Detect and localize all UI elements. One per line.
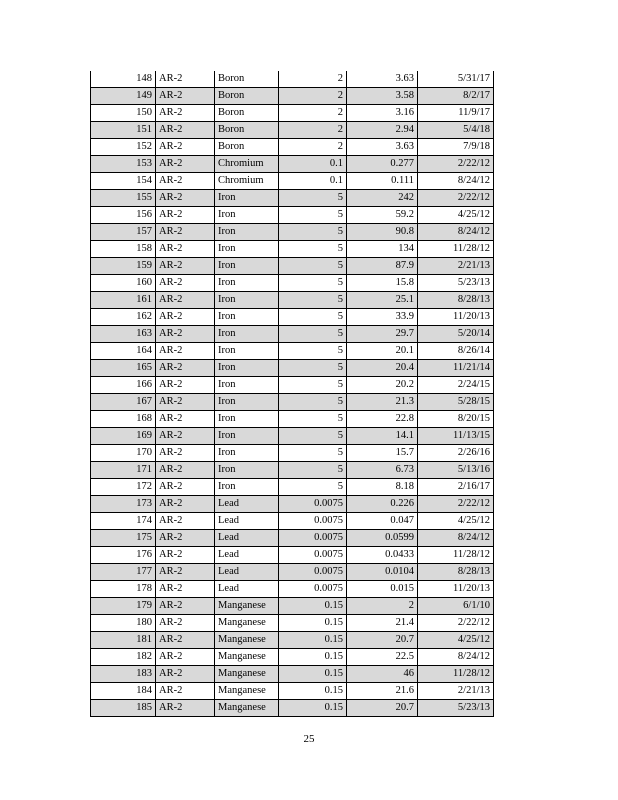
row-number: 175 — [91, 530, 156, 547]
row-number: 176 — [91, 547, 156, 564]
parameter-name: Lead — [215, 513, 279, 530]
table-row — [91, 309, 494, 326]
parameter-name: Boron — [215, 88, 279, 105]
result-value: 0.277 — [347, 156, 418, 173]
row-number: 148 — [91, 71, 156, 88]
limit-value: 5 — [279, 462, 347, 479]
sample-date: 8/24/12 — [418, 649, 494, 666]
row-number: 160 — [91, 275, 156, 292]
result-value: 15.8 — [347, 275, 418, 292]
table-row — [91, 683, 494, 700]
table-row — [91, 513, 494, 530]
limit-value: 2 — [279, 105, 347, 122]
limit-value: 0.15 — [279, 632, 347, 649]
sample-date: 11/28/12 — [418, 241, 494, 258]
sample-date: 11/13/15 — [418, 428, 494, 445]
limit-value: 0.0075 — [279, 581, 347, 598]
result-value: 8.18 — [347, 479, 418, 496]
table-row — [91, 615, 494, 632]
site-id: AR-2 — [156, 479, 215, 496]
result-value: 21.4 — [347, 615, 418, 632]
table-row — [91, 445, 494, 462]
limit-value: 0.0075 — [279, 530, 347, 547]
table-row — [91, 122, 494, 139]
result-value: 22.8 — [347, 411, 418, 428]
row-number: 180 — [91, 615, 156, 632]
sample-date: 4/25/12 — [418, 513, 494, 530]
parameter-name: Iron — [215, 292, 279, 309]
result-value: 21.6 — [347, 683, 418, 700]
site-id: AR-2 — [156, 564, 215, 581]
site-id: AR-2 — [156, 224, 215, 241]
sample-date: 8/20/15 — [418, 411, 494, 428]
sample-date: 2/24/15 — [418, 377, 494, 394]
limit-value: 0.15 — [279, 615, 347, 632]
sample-date: 4/25/12 — [418, 207, 494, 224]
site-id: AR-2 — [156, 649, 215, 666]
site-id: AR-2 — [156, 445, 215, 462]
sample-date: 5/4/18 — [418, 122, 494, 139]
row-number: 183 — [91, 666, 156, 683]
site-id: AR-2 — [156, 683, 215, 700]
parameter-name: Iron — [215, 377, 279, 394]
result-value: 0.226 — [347, 496, 418, 513]
table-row — [91, 700, 494, 717]
table-row — [91, 377, 494, 394]
parameter-name: Manganese — [215, 683, 279, 700]
limit-value: 5 — [279, 343, 347, 360]
table-row — [91, 190, 494, 207]
site-id: AR-2 — [156, 496, 215, 513]
row-number: 161 — [91, 292, 156, 309]
sample-date: 6/1/10 — [418, 598, 494, 615]
limit-value: 0.1 — [279, 173, 347, 190]
row-number: 178 — [91, 581, 156, 598]
site-id: AR-2 — [156, 275, 215, 292]
table-row — [91, 156, 494, 173]
table-row — [91, 649, 494, 666]
row-number: 158 — [91, 241, 156, 258]
sample-date: 11/28/12 — [418, 547, 494, 564]
result-value: 14.1 — [347, 428, 418, 445]
row-number: 154 — [91, 173, 156, 190]
limit-value: 0.1 — [279, 156, 347, 173]
result-value: 0.015 — [347, 581, 418, 598]
parameter-name: Lead — [215, 581, 279, 598]
table-body — [91, 71, 494, 717]
site-id: AR-2 — [156, 122, 215, 139]
result-value: 87.9 — [347, 258, 418, 275]
row-number: 155 — [91, 190, 156, 207]
table-row — [91, 479, 494, 496]
result-value: 0.0104 — [347, 564, 418, 581]
site-id: AR-2 — [156, 139, 215, 156]
limit-value: 2 — [279, 88, 347, 105]
result-value: 46 — [347, 666, 418, 683]
sample-date: 5/20/14 — [418, 326, 494, 343]
parameter-name: Boron — [215, 122, 279, 139]
table-row — [91, 71, 494, 88]
parameter-name: Lead — [215, 496, 279, 513]
sample-date: 2/22/12 — [418, 496, 494, 513]
sample-date: 2/26/16 — [418, 445, 494, 462]
limit-value: 2 — [279, 122, 347, 139]
result-value: 0.047 — [347, 513, 418, 530]
row-number: 156 — [91, 207, 156, 224]
row-number: 181 — [91, 632, 156, 649]
site-id: AR-2 — [156, 700, 215, 717]
sample-date: 5/28/15 — [418, 394, 494, 411]
row-number: 172 — [91, 479, 156, 496]
sample-date: 11/20/13 — [418, 309, 494, 326]
parameter-name: Iron — [215, 360, 279, 377]
table-row — [91, 224, 494, 241]
table-row — [91, 343, 494, 360]
parameter-name: Manganese — [215, 666, 279, 683]
table-row — [91, 666, 494, 683]
site-id: AR-2 — [156, 343, 215, 360]
parameter-name: Iron — [215, 326, 279, 343]
parameter-name: Boron — [215, 105, 279, 122]
limit-value: 5 — [279, 309, 347, 326]
table-row — [91, 547, 494, 564]
result-value: 134 — [347, 241, 418, 258]
sample-date: 11/28/12 — [418, 666, 494, 683]
site-id: AR-2 — [156, 173, 215, 190]
table-row — [91, 173, 494, 190]
row-number: 166 — [91, 377, 156, 394]
parameter-name: Iron — [215, 258, 279, 275]
limit-value: 0.15 — [279, 683, 347, 700]
site-id: AR-2 — [156, 598, 215, 615]
row-number: 165 — [91, 360, 156, 377]
result-value: 21.3 — [347, 394, 418, 411]
parameter-name: Iron — [215, 309, 279, 326]
parameter-name: Iron — [215, 394, 279, 411]
parameter-name: Lead — [215, 547, 279, 564]
limit-value: 0.0075 — [279, 564, 347, 581]
row-number: 173 — [91, 496, 156, 513]
result-value: 2.94 — [347, 122, 418, 139]
parameter-name: Manganese — [215, 649, 279, 666]
table-row — [91, 598, 494, 615]
result-value: 33.9 — [347, 309, 418, 326]
row-number: 179 — [91, 598, 156, 615]
table-row — [91, 88, 494, 105]
sample-date: 2/22/12 — [418, 190, 494, 207]
parameter-name: Boron — [215, 71, 279, 88]
result-value: 3.16 — [347, 105, 418, 122]
sample-date: 11/20/13 — [418, 581, 494, 598]
site-id: AR-2 — [156, 615, 215, 632]
parameter-name: Iron — [215, 445, 279, 462]
table-row — [91, 632, 494, 649]
result-value: 3.63 — [347, 139, 418, 156]
sample-date: 4/25/12 — [418, 632, 494, 649]
result-value: 90.8 — [347, 224, 418, 241]
parameter-name: Chromium — [215, 173, 279, 190]
site-id: AR-2 — [156, 377, 215, 394]
data-table — [90, 71, 494, 717]
parameter-name: Iron — [215, 428, 279, 445]
table-row — [91, 326, 494, 343]
sample-date: 2/22/12 — [418, 615, 494, 632]
row-number: 185 — [91, 700, 156, 717]
row-number: 182 — [91, 649, 156, 666]
row-number: 177 — [91, 564, 156, 581]
limit-value: 5 — [279, 445, 347, 462]
row-number: 152 — [91, 139, 156, 156]
table-row — [91, 139, 494, 156]
result-value: 22.5 — [347, 649, 418, 666]
site-id: AR-2 — [156, 666, 215, 683]
site-id: AR-2 — [156, 411, 215, 428]
row-number: 167 — [91, 394, 156, 411]
limit-value: 0.15 — [279, 700, 347, 717]
row-number: 151 — [91, 122, 156, 139]
parameter-name: Iron — [215, 207, 279, 224]
limit-value: 0.15 — [279, 666, 347, 683]
row-number: 157 — [91, 224, 156, 241]
table-row — [91, 564, 494, 581]
limit-value: 5 — [279, 275, 347, 292]
parameter-name: Chromium — [215, 156, 279, 173]
limit-value: 5 — [279, 292, 347, 309]
result-value: 15.7 — [347, 445, 418, 462]
table-row — [91, 496, 494, 513]
row-number: 162 — [91, 309, 156, 326]
result-value: 20.7 — [347, 700, 418, 717]
sample-date: 8/26/14 — [418, 343, 494, 360]
site-id: AR-2 — [156, 190, 215, 207]
site-id: AR-2 — [156, 241, 215, 258]
site-id: AR-2 — [156, 105, 215, 122]
table-row — [91, 105, 494, 122]
sample-date: 2/22/12 — [418, 156, 494, 173]
table-row — [91, 428, 494, 445]
row-number: 164 — [91, 343, 156, 360]
row-number: 153 — [91, 156, 156, 173]
site-id: AR-2 — [156, 360, 215, 377]
site-id: AR-2 — [156, 513, 215, 530]
parameter-name: Iron — [215, 224, 279, 241]
parameter-name: Boron — [215, 139, 279, 156]
table-row — [91, 241, 494, 258]
table-row — [91, 581, 494, 598]
sample-date: 11/9/17 — [418, 105, 494, 122]
row-number: 159 — [91, 258, 156, 275]
parameter-name: Lead — [215, 564, 279, 581]
limit-value: 5 — [279, 411, 347, 428]
site-id: AR-2 — [156, 581, 215, 598]
sample-date: 2/16/17 — [418, 479, 494, 496]
result-value: 0.111 — [347, 173, 418, 190]
parameter-name: Iron — [215, 241, 279, 258]
row-number: 168 — [91, 411, 156, 428]
row-number: 171 — [91, 462, 156, 479]
site-id: AR-2 — [156, 462, 215, 479]
parameter-name: Manganese — [215, 598, 279, 615]
result-value: 25.1 — [347, 292, 418, 309]
limit-value: 2 — [279, 71, 347, 88]
parameter-name: Iron — [215, 275, 279, 292]
table-row — [91, 207, 494, 224]
data-table-container — [90, 71, 494, 717]
site-id: AR-2 — [156, 632, 215, 649]
parameter-name: Iron — [215, 411, 279, 428]
sample-date: 5/23/13 — [418, 700, 494, 717]
result-value: 59.2 — [347, 207, 418, 224]
row-number: 170 — [91, 445, 156, 462]
result-value: 242 — [347, 190, 418, 207]
row-number: 184 — [91, 683, 156, 700]
sample-date: 8/2/17 — [418, 88, 494, 105]
limit-value: 2 — [279, 139, 347, 156]
parameter-name: Iron — [215, 479, 279, 496]
site-id: AR-2 — [156, 207, 215, 224]
site-id: AR-2 — [156, 88, 215, 105]
result-value: 0.0599 — [347, 530, 418, 547]
sample-date: 5/13/16 — [418, 462, 494, 479]
limit-value: 5 — [279, 190, 347, 207]
limit-value: 0.0075 — [279, 496, 347, 513]
parameter-name: Manganese — [215, 615, 279, 632]
sample-date: 8/24/12 — [418, 530, 494, 547]
sample-date: 2/21/13 — [418, 258, 494, 275]
site-id: AR-2 — [156, 326, 215, 343]
sample-date: 8/24/12 — [418, 173, 494, 190]
table-row — [91, 530, 494, 547]
site-id: AR-2 — [156, 428, 215, 445]
site-id: AR-2 — [156, 156, 215, 173]
limit-value: 5 — [279, 241, 347, 258]
result-value: 29.7 — [347, 326, 418, 343]
limit-value: 5 — [279, 224, 347, 241]
parameter-name: Iron — [215, 190, 279, 207]
sample-date: 8/28/13 — [418, 564, 494, 581]
row-number: 169 — [91, 428, 156, 445]
site-id: AR-2 — [156, 258, 215, 275]
limit-value: 5 — [279, 207, 347, 224]
row-number: 163 — [91, 326, 156, 343]
site-id: AR-2 — [156, 71, 215, 88]
result-value: 3.58 — [347, 88, 418, 105]
table-row — [91, 462, 494, 479]
table-row — [91, 360, 494, 377]
table-row — [91, 275, 494, 292]
sample-date: 2/21/13 — [418, 683, 494, 700]
sample-date: 5/31/17 — [418, 71, 494, 88]
result-value: 20.2 — [347, 377, 418, 394]
limit-value: 5 — [279, 394, 347, 411]
result-value: 3.63 — [347, 71, 418, 88]
result-value: 6.73 — [347, 462, 418, 479]
parameter-name: Manganese — [215, 700, 279, 717]
result-value: 2 — [347, 598, 418, 615]
row-number: 149 — [91, 88, 156, 105]
parameter-name: Lead — [215, 530, 279, 547]
site-id: AR-2 — [156, 530, 215, 547]
limit-value: 5 — [279, 479, 347, 496]
limit-value: 5 — [279, 377, 347, 394]
result-value: 20.7 — [347, 632, 418, 649]
result-value: 20.4 — [347, 360, 418, 377]
site-id: AR-2 — [156, 292, 215, 309]
site-id: AR-2 — [156, 394, 215, 411]
row-number: 150 — [91, 105, 156, 122]
limit-value: 0.15 — [279, 598, 347, 615]
sample-date: 8/24/12 — [418, 224, 494, 241]
sample-date: 7/9/18 — [418, 139, 494, 156]
site-id: AR-2 — [156, 309, 215, 326]
limit-value: 0.15 — [279, 649, 347, 666]
parameter-name: Iron — [215, 343, 279, 360]
parameter-name: Manganese — [215, 632, 279, 649]
parameter-name: Iron — [215, 462, 279, 479]
result-value: 20.1 — [347, 343, 418, 360]
limit-value: 0.0075 — [279, 547, 347, 564]
sample-date: 8/28/13 — [418, 292, 494, 309]
limit-value: 5 — [279, 428, 347, 445]
table-row — [91, 292, 494, 309]
sample-date: 5/23/13 — [418, 275, 494, 292]
table-row — [91, 258, 494, 275]
limit-value: 5 — [279, 326, 347, 343]
limit-value: 0.0075 — [279, 513, 347, 530]
limit-value: 5 — [279, 258, 347, 275]
table-row — [91, 394, 494, 411]
page-number: 25 — [303, 733, 315, 745]
limit-value: 5 — [279, 360, 347, 377]
result-value: 0.0433 — [347, 547, 418, 564]
site-id: AR-2 — [156, 547, 215, 564]
row-number: 174 — [91, 513, 156, 530]
table-row — [91, 411, 494, 428]
sample-date: 11/21/14 — [418, 360, 494, 377]
